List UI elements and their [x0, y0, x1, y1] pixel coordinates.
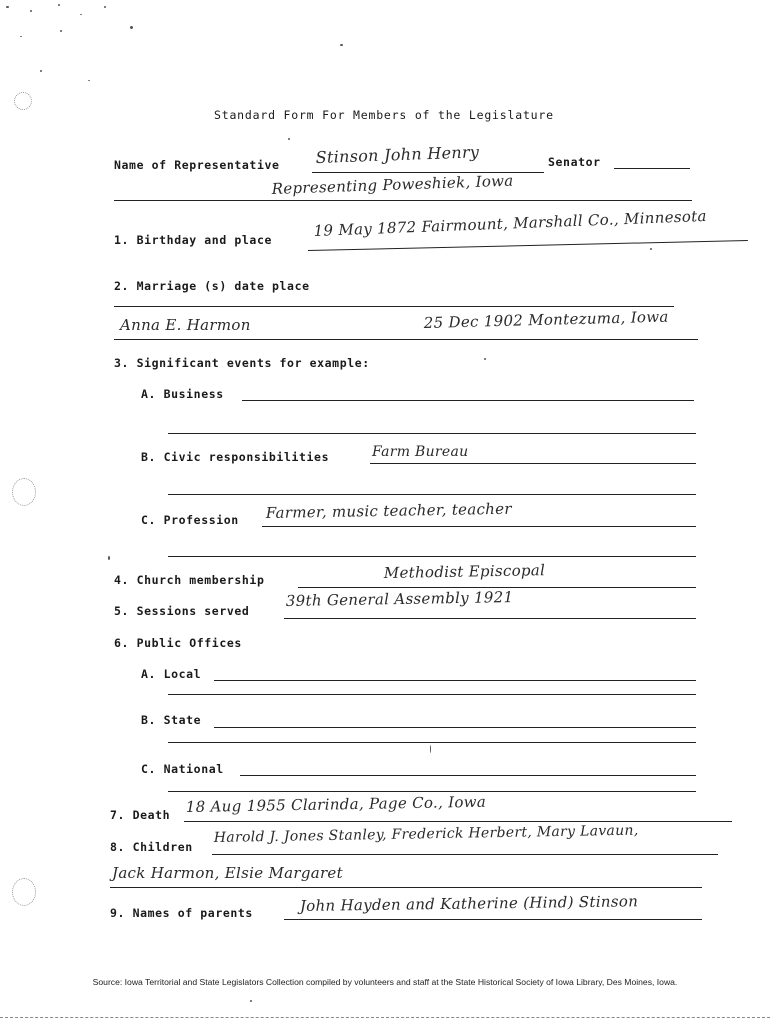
events-label: 3. Significant events for example:	[114, 356, 370, 370]
national-label: C. National	[141, 762, 224, 776]
state-line-1	[214, 727, 696, 728]
civic-label: B. Civic responsibilities	[141, 450, 330, 464]
business-line-2	[168, 433, 696, 434]
children-line-2	[110, 887, 702, 888]
marriage-date-handwriting: 25 Dec 1902 Montezuma, Iowa	[423, 307, 669, 332]
senator-line	[614, 168, 690, 169]
children-handwriting-2: Jack Harmon, Elsie Margaret	[112, 864, 343, 882]
civic-line-2	[168, 494, 696, 495]
state-label: B. State	[141, 713, 202, 727]
sessions-handwriting: 39th General Assembly 1921	[285, 588, 514, 610]
senator-label: Senator	[548, 155, 601, 169]
offices-label: 6. Public Offices	[114, 636, 242, 650]
civic-line-1	[370, 463, 696, 464]
district-handwriting: Representing Poweshiek, Iowa	[271, 171, 514, 198]
state-line-2	[168, 742, 696, 743]
children-line-1	[212, 854, 718, 855]
birthday-handwriting: 19 May 1872 Fairmount, Marshall Co., Minnesota	[313, 206, 708, 240]
sessions-line	[284, 618, 696, 619]
business-line-1	[242, 400, 694, 401]
birthday-line	[308, 240, 748, 251]
national-line-1	[240, 775, 696, 776]
scan-edge	[0, 1017, 770, 1018]
civic-handwriting: Farm Bureau	[372, 444, 469, 460]
sessions-label: 5. Sessions served	[114, 604, 250, 618]
church-handwriting: Methodist Episcopal	[383, 561, 546, 582]
name-handwriting: Stinson John Henry	[315, 142, 480, 167]
parents-handwriting: John Hayden and Katherine (Hind) Stinson	[299, 892, 639, 915]
death-line	[184, 821, 732, 822]
name-underline	[114, 200, 692, 201]
church-label: 4. Church membership	[114, 573, 265, 587]
children-handwriting-1: Harold J. Jones Stanley, Frederick Herbert, Mary Lavaun,	[213, 822, 639, 846]
national-line-2	[168, 791, 696, 792]
birthday-label: 1. Birthday and place	[114, 233, 272, 247]
profession-label: C. Profession	[141, 513, 239, 527]
local-line-2	[168, 694, 696, 695]
death-label: 7. Death	[110, 808, 171, 822]
death-handwriting: 18 Aug 1955 Clarinda, Page Co., Iowa	[185, 792, 487, 816]
marriage-spouse-handwriting: Anna E. Harmon	[120, 316, 251, 334]
marriage-label: 2. Marriage (s) date place	[114, 279, 310, 293]
children-label: 8. Children	[110, 840, 193, 854]
name-label: Name of Representative	[114, 158, 280, 172]
form-title: Standard Form For Members of the Legislature	[214, 108, 554, 122]
profession-handwriting: Farmer, music teacher, teacher	[265, 499, 512, 522]
local-line-1	[214, 680, 696, 681]
local-label: A. Local	[141, 667, 202, 681]
profession-line-2	[168, 556, 696, 557]
marriage-line-1	[114, 306, 674, 307]
parents-line	[284, 919, 702, 920]
business-label: A. Business	[141, 387, 224, 401]
marriage-line-2	[114, 339, 698, 340]
parents-label: 9. Names of parents	[110, 906, 253, 920]
source-note: Source: Iowa Territorial and State Legislators Collection compiled by volunteers and staff at the State Historical Society of Iowa Library, Des Moines, Iowa.	[92, 977, 678, 987]
profession-line-1	[262, 526, 696, 527]
